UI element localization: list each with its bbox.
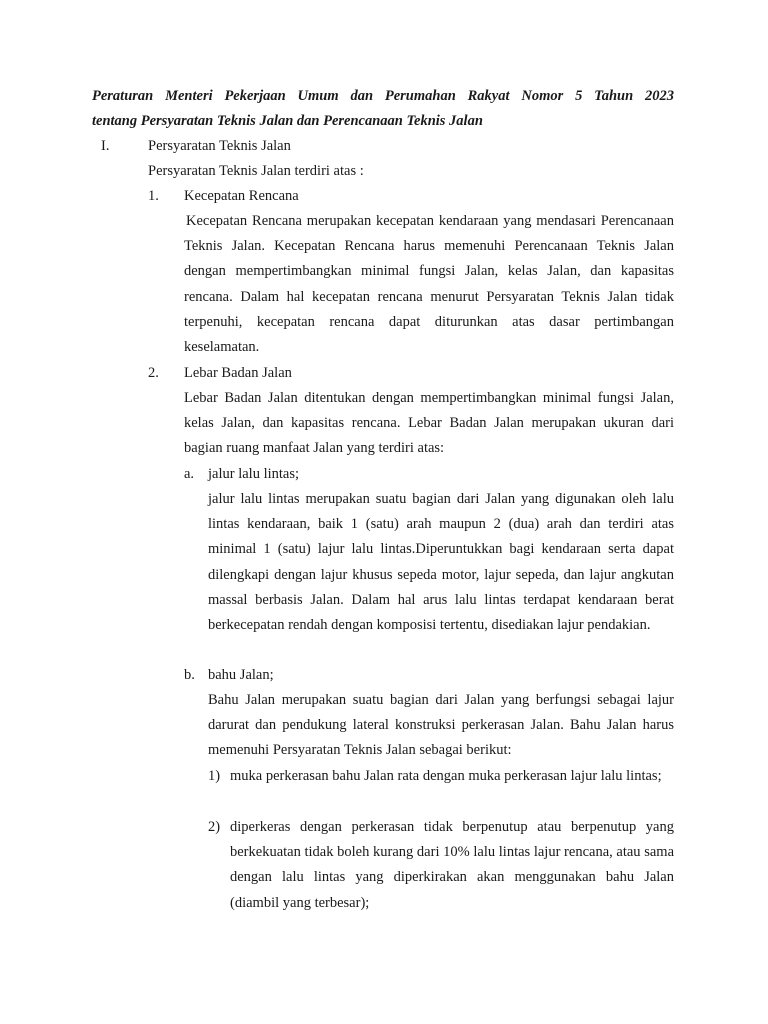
sub-b-heading: bahu Jalan; bbox=[208, 667, 274, 683]
item-1-paragraph: Kecepatan Rencana merupakan kecepatan kendaraan yang mendasari Perencanaan Teknis Jalan. Kecepatan Rencana harus memenuhi Perencanaan Teknis Jalan dengan mempertimbangkan minimal fungsi Jalan, kelas Jalan, dan kapasitas rencana. Dalam hal kecepatan rencana menurut Persyaratan Teknis Jalan tidak terpenuhi, kecepatan rencana dapat diturunkan atas dasar pertimbangan keselamatan. bbox=[184, 213, 674, 356]
section-number: I. bbox=[101, 138, 110, 154]
sub-a-heading: jalur lalu lintas; bbox=[208, 466, 300, 482]
section-intro: Persyaratan Teknis Jalan terdiri atas : bbox=[148, 163, 364, 179]
item-1-heading: Kecepatan Rencana bbox=[184, 188, 299, 204]
document-title-line-2: tentang Persyaratan Teknis Jalan dan Perencanaan Teknis Jalan bbox=[92, 113, 483, 129]
section-heading: Persyaratan Teknis Jalan bbox=[148, 138, 291, 154]
sub-b-point-2-text: diperkeras dengan perkerasan tidak berpenutup atau berpenutup yang berkekuatan tidak boleh kurang dari 10% lalu lintas lajur rencana, atau sama dengan lalu lintas yang diperkirakan akan menggunakan bahu Jalan (diambil yang terbesar); bbox=[230, 819, 674, 911]
item-2-number: 2. bbox=[148, 365, 159, 381]
item-1-number: 1. bbox=[148, 188, 159, 204]
sub-b-point-1-text: muka perkerasan bahu Jalan rata dengan muka perkerasan lajur lalu lintas; bbox=[230, 768, 662, 784]
sub-b-paragraph: Bahu Jalan merupakan suatu bagian dari Jalan yang berfungsi sebagai lajur darurat dan pendukung lateral konstruksi perkerasan Jalan. Bahu Jalan harus memenuhi Persyaratan Teknis Jalan sebagai berikut: bbox=[208, 692, 674, 759]
sub-b-letter: b. bbox=[184, 667, 195, 683]
sub-b-point-2-number: 2) bbox=[208, 819, 221, 835]
sub-a-paragraph: jalur lalu lintas merupakan suatu bagian dari Jalan yang digunakan oleh lalu lintas kendaraan, baik 1 (satu) arah maupun 2 (dua) arah dan terdiri atas minimal 1 (satu) lajur lalu lintas.Diperuntukkan bagi kendaraan serta dapat dilengkapi dengan lajur khusus sepeda motor, lajur sepeda, dan lajur angkutan massal berbasis Jalan. Dalam hal arus lalu lintas terdapat kendaraan berat berkecepatan rendah dengan komposisi tertentu, disediakan lajur pendakian. bbox=[208, 491, 674, 634]
sub-a-letter: a. bbox=[184, 466, 195, 482]
sub-b-point-1-number: 1) bbox=[208, 768, 221, 784]
item-2-paragraph: Lebar Badan Jalan ditentukan dengan mempertimbangkan minimal fungsi Jalan, kelas Jalan, dan kapasitas rencana. Lebar Badan Jalan merupakan ukuran dari bagian ruang manfaat Jalan yang terdiri atas: bbox=[184, 390, 674, 457]
document-title-line-1: Peraturan Menteri Pekerjaan Umum dan Perumahan Rakyat Nomor 5 Tahun 2023 bbox=[92, 88, 674, 104]
item-2-heading: Lebar Badan Jalan bbox=[184, 365, 292, 381]
